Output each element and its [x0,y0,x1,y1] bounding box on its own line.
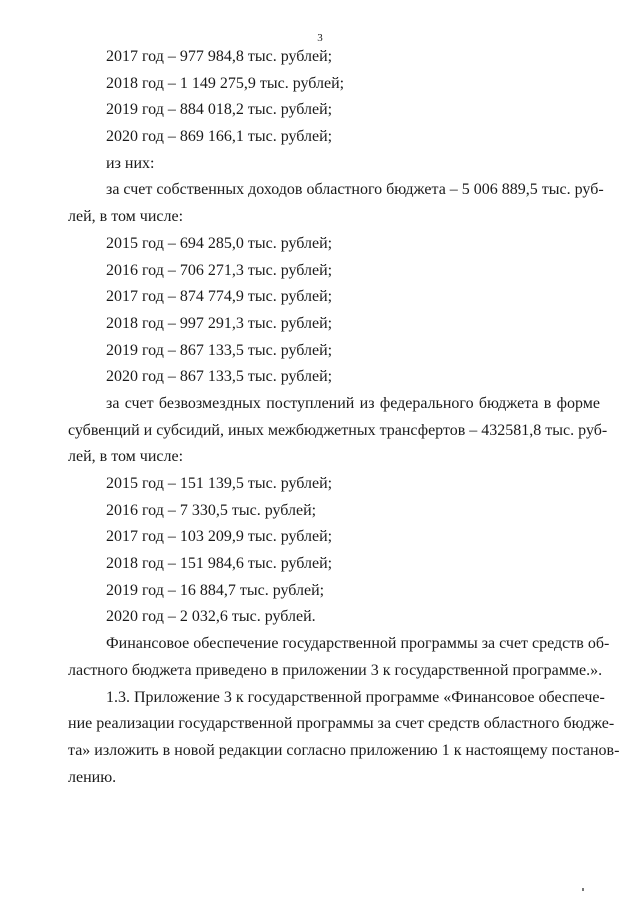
text-line: лей, в том числе: [68,448,184,466]
text-line: лению. [68,768,117,786]
text-line: за счет собственных доходов областного бюджета – 5 006 889,5 тыс. руб- [106,181,604,199]
text-line: из них: [106,154,155,172]
text-line: 2016 год – 706 271,3 тыс. рублей; [106,261,333,279]
text-line: 2019 год – 884 018,2 тыс. рублей; [106,101,333,119]
text-line: 2017 год – 874 774,9 тыс. рублей; [106,288,333,306]
text-line: Финансовое обеспечение государственной программы за счет средств об- [106,635,610,653]
text-line: 2017 год – 977 984,8 тыс. рублей; [106,48,333,65]
text-line: за счет безвозмездных поступлений из федерального бюджета в форме [106,394,600,412]
text-line: ластного бюджета приведено в приложении 3 к государственной программе.». [68,661,603,679]
text-line: 2020 год – 2 032,6 тыс. рублей. [106,608,316,626]
text-line: 2018 год – 1 149 275,9 тыс. рублей; [106,74,345,92]
text-line: 2020 год – 869 166,1 тыс. рублей; [106,128,333,146]
text-line: 1.3. Приложение 3 к государственной программе «Финансовое обеспече- [106,688,605,706]
text-line: 2019 год – 867 133,5 тыс. рублей; [106,341,333,359]
text-line: 2015 год – 151 139,5 тыс. рублей; [106,475,333,492]
scan-artifact [582,888,584,891]
text-line: ние реализации государственной программы за счет средств областного бюдже- [68,715,615,733]
text-line: 2016 год – 7 330,5 тыс. рублей; [106,501,317,519]
page-number: 3 [317,32,323,44]
text-line: та» изложить в новой редакции согласно приложению 1 к настоящему постанов- [68,741,620,759]
document-body [68,44,620,791]
text-line: 2017 год – 103 209,9 тыс. рублей; [106,528,333,546]
text-line: 2015 год – 694 285,0 тыс. рублей; [106,234,333,252]
text-line: лей, в том числе: [68,208,184,226]
text-line: 2018 год – 151 984,6 тыс. рублей; [106,555,333,573]
text-line: 2020 год – 867 133,5 тыс. рублей; [106,368,333,386]
text-line: 2018 год – 997 291,3 тыс. рублей; [106,314,333,332]
text-line: 2019 год – 16 884,7 тыс. рублей; [106,581,325,599]
text-line: субвенций и субсидий, иных межбюджетных трансфертов – 432581,8 тыс. руб- [68,421,608,439]
